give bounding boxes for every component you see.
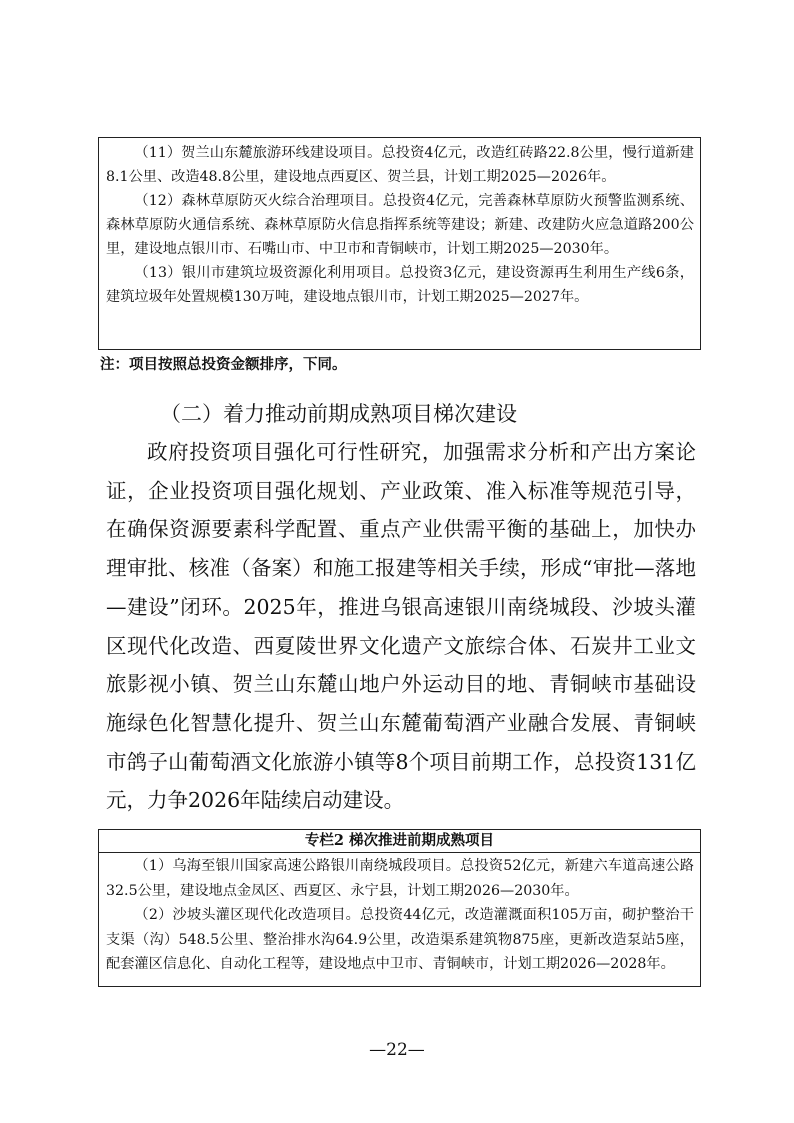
project-item-1: （1）乌海至银川国家高速公路银川南绕城段项目。总投资52亿元，新建六车道高速公路32.5公里，建设地点金凤区、西夏区、永宁县，计划工期2026—2030年。 bbox=[106, 858, 694, 899]
body-paragraph: 政府投资项目强化可行性研究，加强需求分析和产出方案论证，企业投资项目强化规划、产业政策、准入标准等规范引导，在确保资源要素科学配置、重点产业供需平衡的基础上，加快办理审批、核准（备案）和施工报建等相关手续，形成“审批—落地—建设”闭环。2025年，推进乌银高速银川南绕城段、沙坡头灌区现代化改造、西夏陵世界文化遗产文旅综合体、石炭井工业文旅影视小镇、贺兰山东麓山地户外运动目的地、青铜峡市基础设施绿色化智慧化提升、贺兰山东麓葡萄酒产业融合发展、青铜峡市鸽子山葡萄酒文化旅游小镇等8个项目前期工作，总投资131亿元，力争2026年陆续启动建设。 bbox=[106, 440, 696, 813]
column-body bbox=[99, 853, 700, 977]
project-box-continued bbox=[98, 137, 701, 350]
project-item-2: （2）沙坡头灌区现代化改造项目。总投资44亿元，改造灌溉面积105万亩，砌护整治干支渠（沟）548.5公里、整治排水沟64.9公里，改造渠系建筑物875座，更新改造泵站5座，配套灌区信息化、自动化工程等，建设地点中卫市、青铜峡市，计划工期2026—2028年。 bbox=[106, 907, 694, 972]
project-item-11: （11）贺兰山东麓旅游环线建设项目。总投资4亿元，改造红砖路22.8公里，慢行道新建8.1公里、改造48.8公里，建设地点西夏区、贺兰县，计划工期2025—2026年。 bbox=[106, 145, 694, 185]
project-box-column-2 bbox=[98, 829, 701, 987]
project-item-13: （13）银川市建筑垃圾资源化利用项目。总投资3亿元，建设资源再生利用生产线6条，建筑垃圾年处置规模130万吨，建设地点银川市，计划工期2025—2027年。 bbox=[106, 265, 694, 305]
section-heading: （二）着力推动前期成熟项目梯次建设 bbox=[160, 402, 517, 426]
column-title: 专栏2 梯次推进前期成熟项目 bbox=[99, 830, 700, 853]
project-item-12: （12）森林草原防灭火综合治理项目。总投资4亿元，完善森林草原防火预警监测系统、森林草原防火通信系统、森林草原防火信息指挥系统等建设；新建、改建防火应急道路200公里，建设地点银川市、石嘴山市、中卫市和青铜峡市，计划工期2025—2030年。 bbox=[106, 193, 694, 257]
table-note: 注：项目按照总投资金额排序，下同。 bbox=[100, 356, 347, 373]
page-number: —22— bbox=[369, 1040, 425, 1060]
